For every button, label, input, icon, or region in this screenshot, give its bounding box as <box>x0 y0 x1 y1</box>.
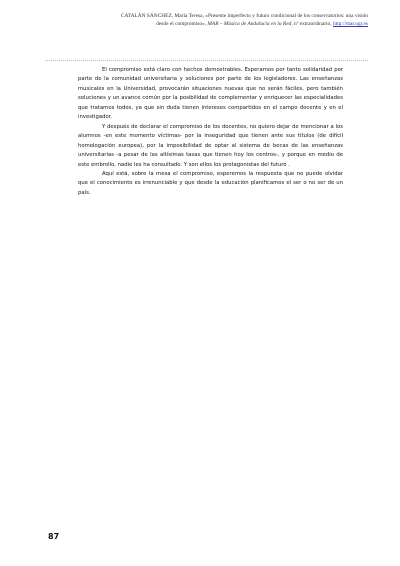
journal-url-link[interactable]: http://mar.ugr.es <box>332 21 368 27</box>
journal-issue: , nº extraordinario, <box>291 21 333 27</box>
header-divider <box>45 60 368 61</box>
citation-header <box>110 12 368 28</box>
journal-name: MAR – Música de Andalucía en la Red <box>207 21 292 27</box>
citation-author-title: CATALÁN SÁNCHEZ, María Teresa, «Presente imperfecto y futuro condicional de los conservatorios: una visión desde el compromiso», <box>120 13 368 27</box>
page-number: 87 <box>48 532 60 541</box>
article-body <box>78 66 343 198</box>
paragraph-2: Y después de declarar el compromiso de los docentes, no quiero dejar de mencionar a los alumnos -en este momento víctimas- por la inseguridad que tienen ante sus títulos (de difícil homologación europea), por la imposibilidad de optar al sistema de becas de las enseñanzas universitarias -a pesar de las altísimas tasas que tienen hoy los centros-, y porque en medio de este embrollo, nadie les ha consultado. Y son ellos los protagonistas del futuro . <box>78 123 343 168</box>
paragraph-1: El compromiso está claro con hechos demostrables. Esperamos por tanto solidaridad por parte de la comunidad universitaria y soluciones por parte de los legisladores. Las enseñanzas musicales en la Universidad, provocarán situaciones nuevas que no serán fáciles, pero también soluciones y un avance común por la posibilidad de complementar y enriquecer las especialidades que tratamos todos, ya que sin duda tienen intereses compartidos en el campo docente y en el investigador. <box>78 67 343 121</box>
paragraph-3: Aquí está, sobre la mesa el compromiso, esperemos la respuesta que no puede olvidar que el conocimiento es irrenunciable y que desde la educación planificamos el ser o no ser de un país. <box>78 170 343 196</box>
